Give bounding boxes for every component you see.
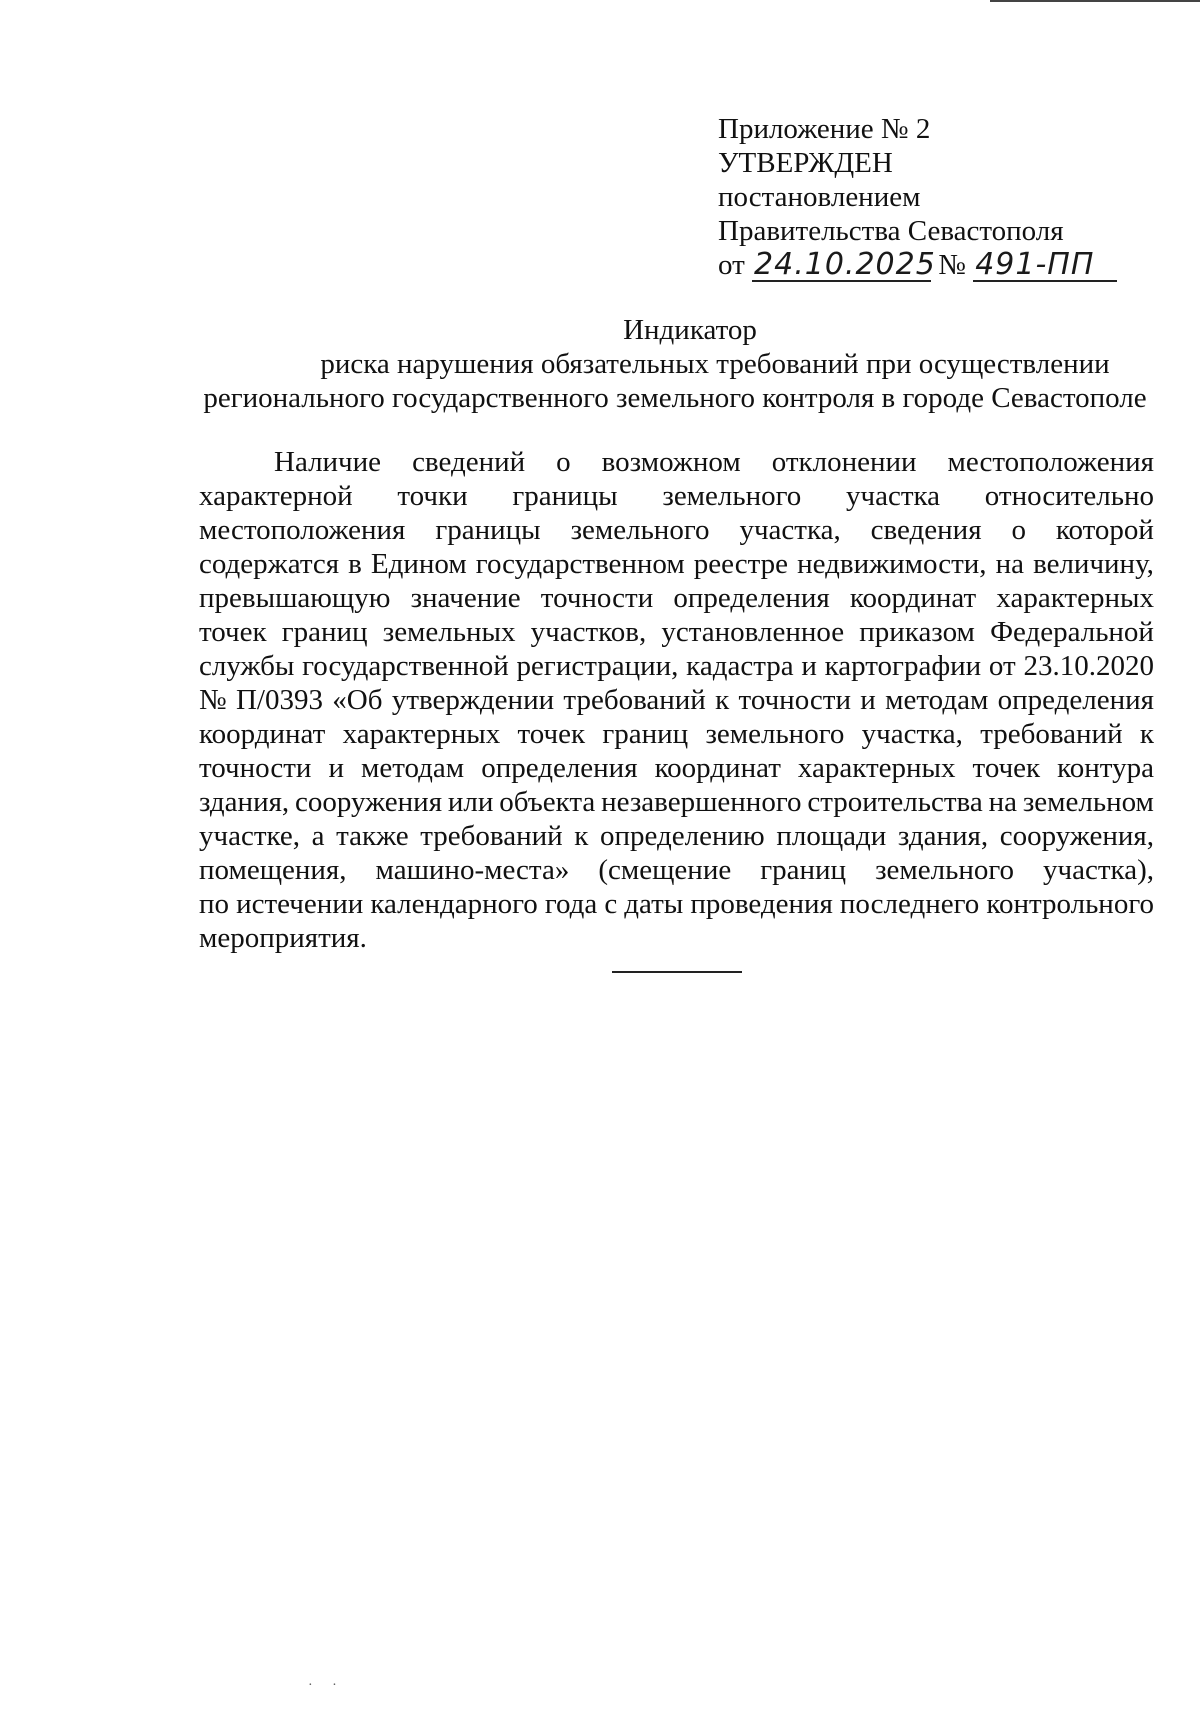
body-line: превышающую значение точности определения координат характерных bbox=[199, 582, 1154, 614]
body-line: характерной точки границы земельного участка относительно bbox=[199, 480, 1154, 512]
handwritten-date: 24.10.2025 bbox=[754, 247, 936, 282]
document-title bbox=[150, 313, 1200, 415]
closing-rule bbox=[612, 971, 742, 973]
number-sign: № bbox=[938, 249, 966, 281]
scan-specks: · · bbox=[308, 1678, 345, 1693]
body-line: по истечении календарного года с даты проведения последнего контрольного bbox=[199, 888, 1154, 920]
body-line: Наличие сведений о возможном отклонении местоположения bbox=[274, 446, 1154, 478]
body-line: точек границ земельных участков, установленное приказом Федеральной bbox=[199, 616, 1154, 648]
body-line: № П/0393 «Об утверждении требований к точности и методам определения bbox=[199, 684, 1154, 716]
body-line: здания, сооружения или объекта незавершенного строительства на земельном bbox=[199, 786, 1154, 818]
body-line: службы государственной регистрации, кадастра и картографии от 23.10.2020 bbox=[199, 650, 1154, 682]
approval-block bbox=[718, 112, 1117, 282]
title-line-2: риска нарушения обязательных требований при осуществлении bbox=[320, 348, 1110, 380]
resolution-label: постановлением bbox=[718, 181, 921, 213]
body-line: содержатся в Едином государственном реестре недвижимости, на величину, bbox=[199, 548, 1154, 580]
date-number-line bbox=[718, 248, 1117, 282]
scan-artifact-line bbox=[990, 0, 1200, 2]
title-line-1: Индикатор bbox=[623, 314, 757, 346]
body-line: мероприятия. bbox=[199, 922, 367, 954]
appendix-number: Приложение № 2 bbox=[718, 113, 931, 145]
body-line: помещения, машино-места» (смещение границ земельного участка), bbox=[199, 854, 1154, 886]
from-label: от bbox=[718, 249, 745, 281]
body-paragraph bbox=[199, 445, 1154, 955]
body-line: координат характерных точек границ земельного участка, требований к bbox=[199, 718, 1154, 750]
government-label: Правительства Севастополя bbox=[718, 215, 1064, 247]
body-line: местоположения границы земельного участка, сведения о которой bbox=[199, 514, 1154, 546]
body-line: участке, а также требований к определению площади здания, сооружения, bbox=[199, 820, 1154, 852]
handwritten-number: 491-ПП bbox=[973, 250, 1117, 282]
approved-label: УТВЕРЖДЕН bbox=[718, 147, 893, 179]
body-line: точности и методам определения координат характерных точек контура bbox=[199, 752, 1154, 784]
title-line-3: регионального государственного земельного контроля в городе Севастополе bbox=[203, 382, 1147, 414]
